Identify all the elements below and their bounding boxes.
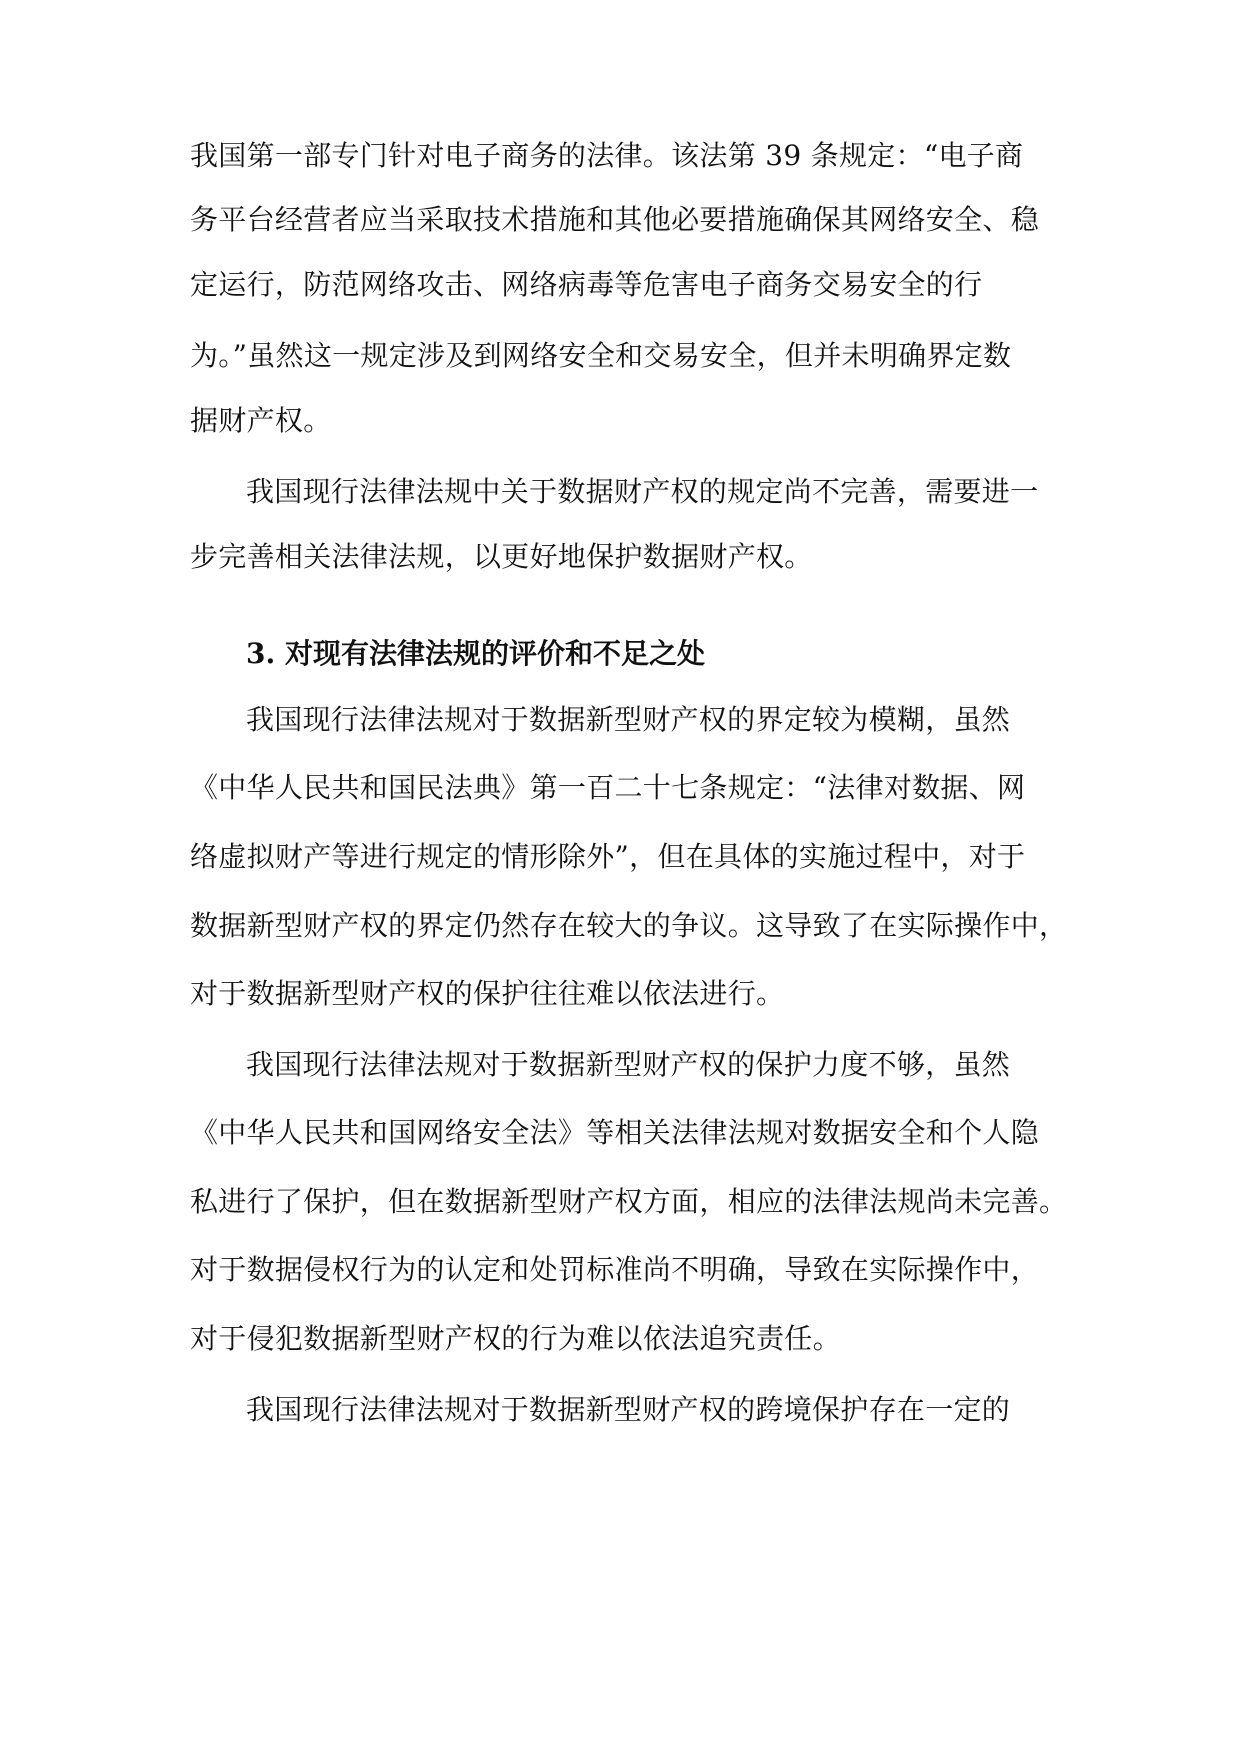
text-line: 对于侵犯数据新型财产权的行为难以依法追究责任。 [190,1322,841,1355]
text-line: 络虚拟财产等进行规定的情形除外”，但在具体的实施过程中，对于 [190,840,1026,873]
text-line: 数据新型财产权的界定仍然存在较大的争议。这导致了在实际操作中， [190,909,1068,942]
paragraph-first-line: 我国现行法律法规对于数据新型财产权的界定较为模糊，虽然 [246,703,1011,736]
text-line: 我国第一部专门针对电子商务的法律。该法第 39 条规定：“电子商 [190,139,1024,172]
text-line: 据财产权。 [190,404,332,437]
text-line: 《中华人民共和国网络安全法》等相关法律法规对数据安全和个人隐 [190,1116,1040,1149]
text-line: 定运行，防范网络攻击、网络病毒等危害电子商务交易安全的行 [190,268,983,301]
text-line: 《中华人民共和国民法典》第一百二十七条规定：“法律对数据、网 [190,771,1026,804]
text-line: 对于数据新型财产权的保护往往难以依法进行。 [190,977,785,1010]
text-line: 为。”虽然这一规定涉及到网络安全和交易安全，但并未明确界定数 [190,339,1012,372]
text-line: 步完善相关法律法规，以更好地保护数据财产权。 [190,540,813,573]
paragraph-first-line: 我国现行法律法规对于数据新型财产权的跨境保护存在一定的 [246,1393,1011,1426]
section-heading: 3. 对现有法律法规的评价和不足之处 [246,637,705,670]
text-line: 务平台经营者应当采取技术措施和其他必要措施确保其网络安全、稳 [190,203,1040,236]
paragraph-first-line: 我国现行法律法规中关于数据财产权的规定尚不完善，需要进一 [246,475,1039,508]
paragraph-first-line: 我国现行法律法规对于数据新型财产权的保护力度不够，虽然 [246,1048,1011,1081]
text-line: 对于数据侵权行为的认定和处罚标准尚不明确，导致在实际操作中， [190,1253,1040,1286]
text-line: 私进行了保护，但在数据新型财产权方面，相应的法律法规尚未完善。 [190,1185,1068,1218]
